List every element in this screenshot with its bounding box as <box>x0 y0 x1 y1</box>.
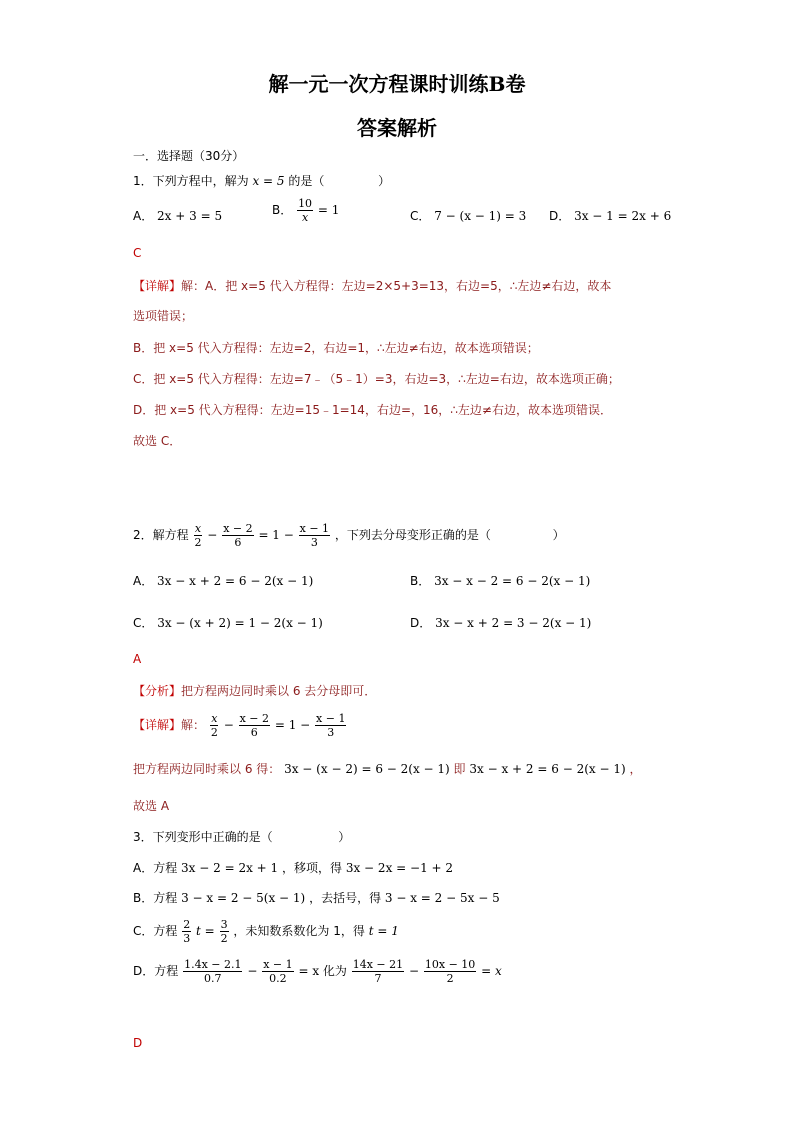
q1-option-d: D． 3x − 1 = 2x + 6 <box>549 209 672 223</box>
q2-option-d: D． 3x − x + 2 = 3 − 2(x − 1) <box>410 616 592 630</box>
page-subtitle: 答案解析 <box>357 116 437 140</box>
q3-option-c: C．方程 $\frac{2}{3}$ t = $\frac{3}{2}$ ，未知数系数化为 1，得 t = 1 <box>133 918 399 945</box>
q2-analysis: 【分析】把方程两边同时乘以 6 去分母即可． <box>133 684 377 698</box>
q3-stem: 3．下列变形中正确的是（ ） <box>133 830 351 844</box>
q1-option-c: C． 7 − (x − 1) = 3 <box>410 209 527 223</box>
q1-detail-line3: C．把 x=5 代入方程得：左边=7﹣（5﹣1）=3，右边=3，∴左边=右边，故本选项正确； <box>133 372 620 386</box>
q3-option-a: A．方程 3x − 2 = 2x + 1 ，移项，得 3x − 2x = −1 + 2 <box>133 861 454 875</box>
q1-detail-line2: B．把 x=5 代入方程得：左边=2，右边=1，∴左边≠右边，故本选项错误； <box>133 341 539 355</box>
q1-option-b: B． $\frac{10}{x}$ = 1 <box>272 197 340 224</box>
q2-stem: 2．解方程 $\frac{x}{2}$ − $\frac{x - 2}{6}$ = 1 − $\frac{x - 1}{3}$ ，下列去分母变形正确的是（ ） <box>133 522 565 549</box>
q1-conclusion: 故选 C． <box>133 434 182 448</box>
section-heading: 一．选择题（30分） <box>133 149 245 163</box>
q2-conclusion: 故选 A <box>133 799 170 813</box>
q3-answer: D <box>133 1036 143 1050</box>
q2-answer: A <box>133 652 142 666</box>
q2-option-a: A． 3x − x + 2 = 6 − 2(x − 1) <box>133 574 314 588</box>
q1-stem: 1．下列方程中，解为 x = 5 的是（ ） <box>133 174 391 188</box>
q2-option-b: B． 3x − x − 2 = 6 − 2(x − 1) <box>410 574 591 588</box>
page-title: 解一元一次方程课时训练B卷 <box>268 72 526 96</box>
q1-detail-line1b: 选项错误； <box>133 309 194 323</box>
q1-option-a: A． 2x + 3 = 5 <box>133 209 223 223</box>
q2-detail: 【详解】解： $\frac{x}{2}$ − $\frac{x - 2}{6}$ = 1 − $\frac{x - 1}{3}$ <box>133 712 346 739</box>
q1-detail-line1: 【详解】解：A．把 x=5 代入方程得：左边=2×5+3=13，右边=5，∴左边≠右边，故本 <box>133 279 612 293</box>
q2-option-c: C． 3x − (x + 2) = 1 − 2(x − 1) <box>133 616 323 630</box>
q3-option-d: D．方程 $\frac{1.4x - 2.1}{0.7}$ − $\frac{x - 1}{0.2}$ = x 化为 $\frac{14x - 21}{7}$ − $\frac{10x - 10}{2}$ = x <box>133 958 502 985</box>
q1-detail-line4: D．把 x=5 代入方程得：左边=15﹣1=14，右边=，16，∴左边≠右边，故本选项错误． <box>133 403 612 417</box>
q1-answer: C <box>133 246 142 260</box>
q3-option-b: B．方程 3 − x = 2 − 5(x − 1) ，去括号，得 3 − x = 2 − 5x − 5 <box>133 891 500 905</box>
q2-step: 把方程两边同时乘以 6 得： 3x − (x − 2) = 6 − 2(x − 1) 即 3x − x + 2 = 6 − 2(x − 1) ， <box>133 762 642 776</box>
